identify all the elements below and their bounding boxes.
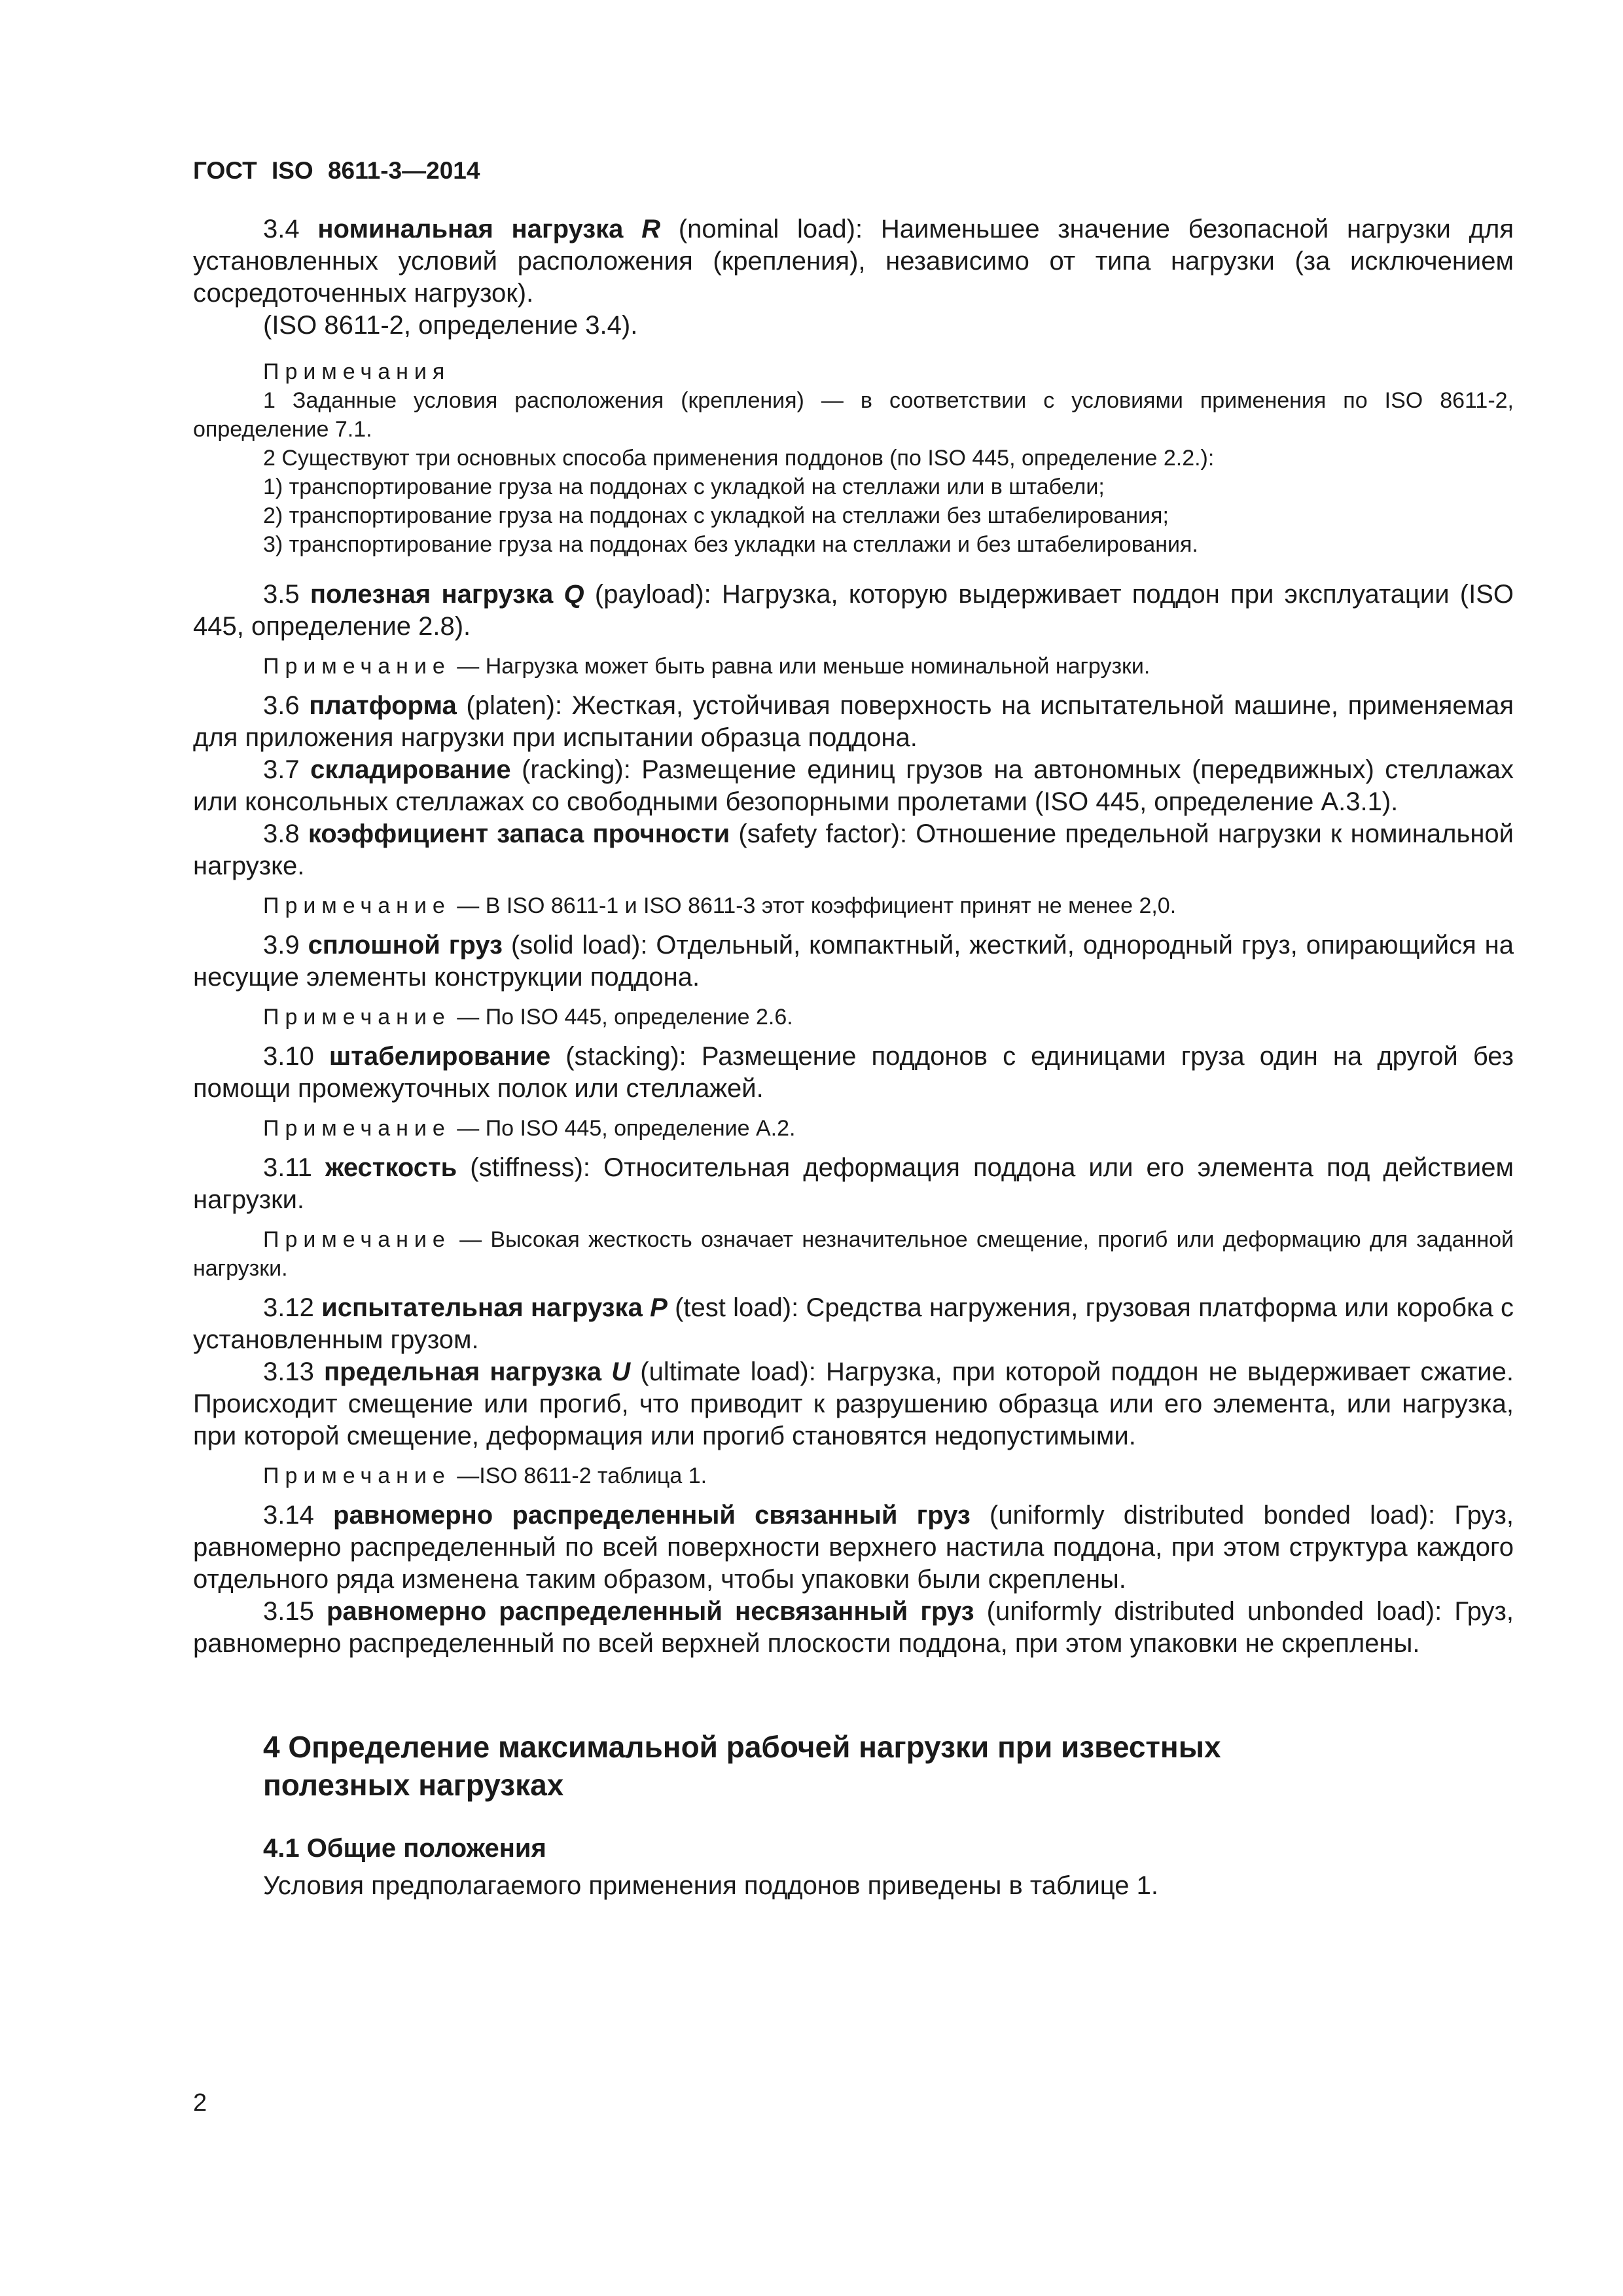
definition-text: (ultimate load): Нагрузка, при которой поддон не выдерживает сжатие. Происходит смещение или прогиб, что приводит к разрушению образца или его элемента, или нагрузка, при которой смещение, деформация или прогиб становятся недопустимыми. (193, 1357, 1514, 1450)
definition-3-15 (193, 1596, 1514, 1660)
note-text: — Нагрузка может быть равна или меньше номинальной нагрузки. (450, 654, 1150, 679)
definition-text: (safety factor): Отношение предельной нагрузки к номинальной нагрузке. (193, 819, 1514, 880)
definition-term: платформа (309, 691, 457, 720)
definition-term: складирование (310, 755, 511, 784)
definition-symbol: U (611, 1357, 631, 1386)
definition-3-5 (193, 579, 1514, 643)
note-3-11 (193, 1225, 1514, 1283)
note-label: Примечание (263, 1463, 451, 1488)
definition-number: 3.12 (263, 1293, 314, 1322)
note-text: — По ISO 445, определение 2.6. (450, 1005, 793, 1030)
definition-term: жесткость (325, 1153, 457, 1182)
definition-term: испытательная нагрузка (321, 1293, 643, 1322)
definition-term: полезная нагрузка (310, 580, 554, 609)
subsection-4-1-heading: 4.1 Общие положения (263, 1834, 546, 1863)
definition-3-8 (193, 818, 1514, 882)
definition-number: 3.13 (263, 1357, 314, 1386)
definition-text: (racking): Размещение единиц грузов на автономных (передвижных) стеллажах или консольных стеллажах со свободными безопорными пролетами (ISO 445, определение А.3.1). (193, 755, 1514, 816)
definition-number: 3.4 (263, 215, 300, 243)
definition-3-13 (193, 1356, 1514, 1452)
definition-text: (stiffness): Относительная деформация поддона или его элемента под действием нагрузки. (193, 1153, 1514, 1214)
note-text: — В ISO 8611-1 и ISO 8611-3 этот коэффициент принят не менее 2,0. (450, 893, 1177, 918)
definition-text: (uniformly distributed bonded load): Груз, равномерно распределенный по всей поверхности верхнего настила поддона, при этом структура каждого отдельного ряда изменена таким образом, чтобы упаковки были скреплены. (193, 1501, 1514, 1594)
definition-number: 3.10 (263, 1042, 314, 1071)
definition-3-6 (193, 690, 1514, 754)
note-1: 1 Заданные условия расположения (крепления) — в соответствии с условиями применения по ISO 8611-2, определение 7.1. (193, 388, 1514, 442)
note-3-5 (193, 652, 1514, 681)
definition-term: коэффициент запаса прочности (308, 819, 730, 848)
definition-text: (platen): Жесткая, устойчивая поверхность на испытательной машине, применяемая для приложения нагрузки при испытании образца поддона. (193, 691, 1514, 752)
definition-symbol: R (641, 215, 661, 243)
document-header: ГОСТ ISO 8611-3—2014 (193, 157, 480, 184)
note-2-item-2: 2) транспортирование груза на поддонах с укладкой на стеллажи без штабелирования; (263, 503, 1169, 528)
definition-text: (uniformly distributed unbonded load): Груз, равномерно распределенный по всей верхней плоскости поддона, при этом упаковки не скреплены. (193, 1597, 1514, 1658)
definition-term: предельная нагрузка (323, 1357, 602, 1386)
definition-number: 3.5 (263, 580, 300, 609)
note-text: — Высокая жесткость означает незначительное смещение, прогиб или деформацию для заданной нагрузки. (193, 1227, 1514, 1281)
definition-3-4 (193, 213, 1514, 310)
definition-term: равномерно распределенный связанный груз (333, 1501, 971, 1530)
definition-number: 3.14 (263, 1501, 314, 1530)
definition-term: равномерно распределенный несвязанный груз (326, 1597, 974, 1626)
definition-text: (stacking): Размещение поддонов с единицами груза один на другой без помощи промежуточных полок или стеллажей. (193, 1042, 1514, 1103)
definition-number: 3.9 (263, 931, 300, 960)
definition-3-7 (193, 754, 1514, 818)
definition-text: (solid load): Отдельный, компактный, жесткий, однородный груз, опирающийся на несущие элементы конструкции поддона. (193, 931, 1514, 992)
page-number: 2 (193, 2089, 207, 2117)
document-page (193, 157, 1514, 1902)
definition-3-12 (193, 1292, 1514, 1356)
note-2: 2 Существуют три основных способа применения поддонов (по ISO 445, определение 2.2.): (263, 446, 1215, 471)
definition-3-9 (193, 929, 1514, 994)
note-label: Примечание (263, 654, 451, 679)
note-label: Примечание (263, 1227, 451, 1252)
definition-term: сплошной груз (308, 931, 503, 960)
note-2-item-1: 1) транспортирование груза на поддонах с укладкой на стеллажи или в штабели; (263, 475, 1105, 499)
subsection-4-1-text: Условия предполагаемого применения поддонов приведены в таблице 1. (263, 1871, 1158, 1900)
definition-number: 3.8 (263, 819, 300, 848)
notes-title: Примечания (263, 359, 451, 384)
definition-3-10 (193, 1041, 1514, 1105)
note-3-9 (193, 1003, 1514, 1031)
definition-number: 3.11 (263, 1153, 312, 1182)
note-3-13 (193, 1462, 1514, 1490)
definition-3-11 (193, 1152, 1514, 1216)
definition-text: (payload): Нагрузка, которую выдерживает поддон при эксплуатации (ISO 445, определение 2.8). (193, 580, 1514, 641)
definition-source: (ISO 8611-2, определение 3.4). (263, 311, 638, 340)
note-text: — По ISO 445, определение А.2. (450, 1116, 796, 1141)
definition-symbol: Q (563, 580, 584, 609)
definition-term: номинальная нагрузка (317, 215, 624, 243)
note-label: Примечание (263, 1116, 451, 1141)
note-3-10 (193, 1114, 1514, 1143)
definition-symbol: P (650, 1293, 668, 1322)
definition-text: (nominal load): Наименьшее значение безопасной нагрузки для установленных условий расположения (крепления), независимо от типа нагрузки (за исключением сосредоточенных нагрузок). (193, 215, 1514, 308)
definition-3-14 (193, 1499, 1514, 1596)
section-4-heading-line-2: полезных нагрузках (263, 1768, 564, 1802)
note-label: Примечание (263, 1005, 451, 1030)
note-2-item-3: 3) транспортирование груза на поддонах без укладки на стеллажи и без штабелирования. (263, 532, 1198, 557)
definition-number: 3.6 (263, 691, 300, 720)
note-text: —ISO 8611-2 таблица 1. (450, 1463, 707, 1488)
note-label: Примечание (263, 893, 451, 918)
section-4-heading-line-1: 4 Определение максимальной рабочей нагрузки при известных (263, 1730, 1221, 1764)
definition-term: штабелирование (329, 1042, 551, 1071)
definition-number: 3.7 (263, 755, 300, 784)
note-3-8 (193, 891, 1514, 920)
definition-number: 3.15 (263, 1597, 314, 1626)
definition-text: (test load): Средства нагружения, грузовая платформа или коробка с установленным грузом. (193, 1293, 1514, 1354)
section-4-heading (193, 1728, 1514, 1804)
